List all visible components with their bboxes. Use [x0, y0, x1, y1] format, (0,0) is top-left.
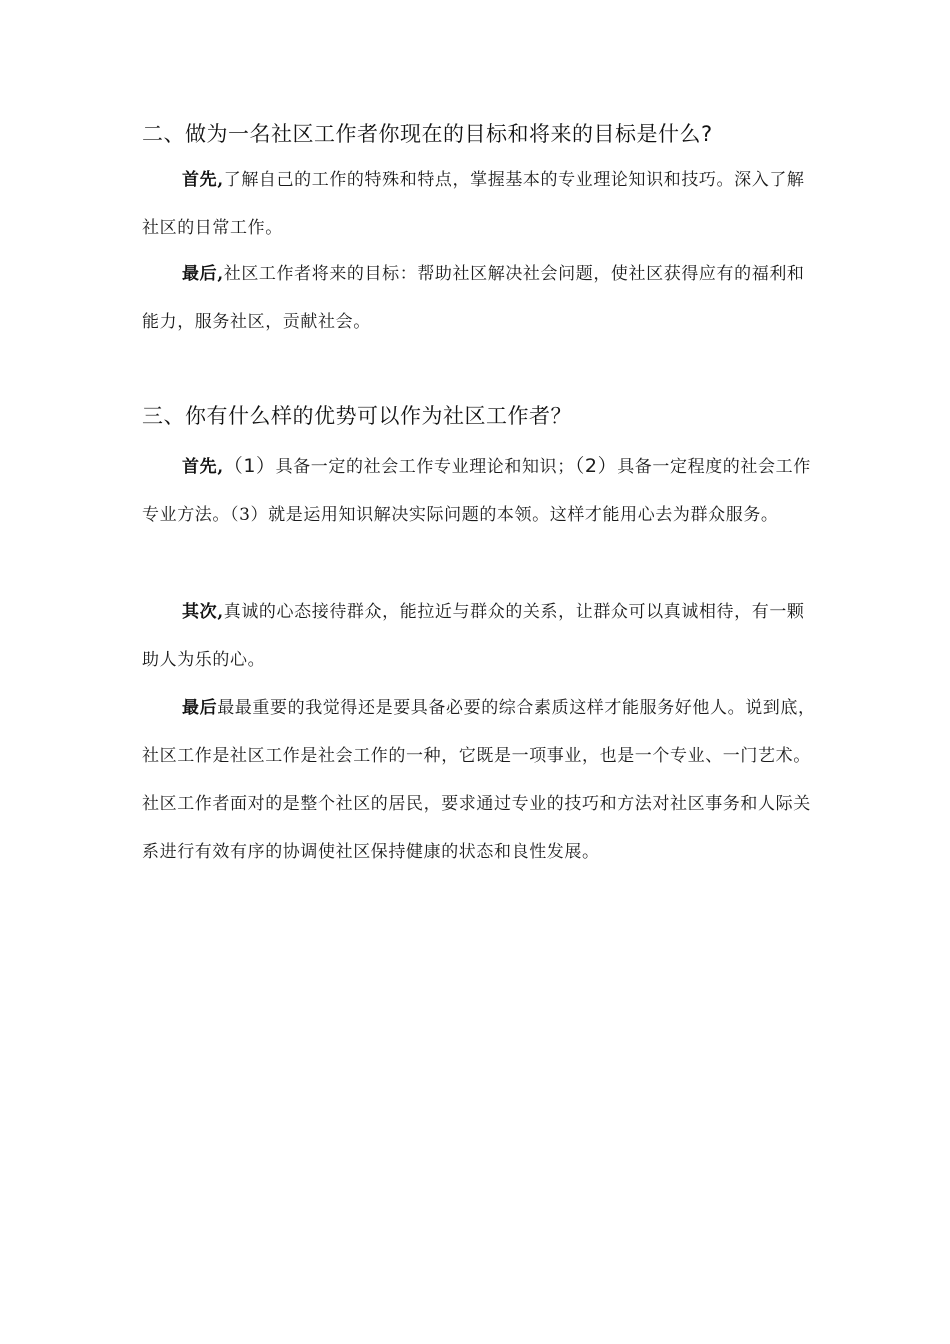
- paragraph-text: 最最重要的我觉得还是要具备必要的综合素质这样才能服务好他人。说到底，社区工作是社区工作是社会工作的一种，它既是一项事业，也是一个专业、一门艺术。社区工作者面对的是整个社区的居民，要求通过专业的技巧和方法对社区事务和人际关系进行有效有序的协调使社区保持健康的状态和良性发展。: [142, 698, 816, 862]
- list-item-2-text: 具备一定程度的社会工作专业方法。（3）就是运用知识解决实际问题的本领。这样才能用心去为群众服务。: [142, 457, 811, 525]
- paragraph-text: 真诚的心态接待群众，能拉近与群众的关系，让群众可以真诚相待，有一颗助人为乐的心。: [142, 602, 805, 670]
- paragraph-text: 了解自己的工作的特殊和特点，掌握基本的专业理论知识和技巧。深入了解社区的日常工作。: [142, 170, 805, 238]
- section-3-paragraph-2: [142, 588, 822, 684]
- paragraph-lead: 最后,: [182, 264, 224, 284]
- section-2-paragraph-2: [142, 250, 822, 346]
- paragraph-lead: 首先,: [182, 457, 224, 477]
- section-3-paragraph-1: [142, 442, 822, 539]
- paragraph-lead: 首先,: [182, 170, 224, 190]
- section-2-heading: 二、做为一名社区工作者你现在的目标和将来的目标是什么?: [142, 122, 713, 146]
- paragraph-text: 社区工作者将来的目标：帮助社区解决社会问题，使社区获得应有的福利和能力，服务社区，贡献社会。: [142, 264, 805, 332]
- list-number-2: （2）: [574, 455, 618, 477]
- section-3-paragraph-3: [142, 684, 822, 876]
- paragraph-lead: 最后: [182, 698, 218, 718]
- section-3-heading: 三、你有什么样的优势可以作为社区工作者？: [142, 404, 572, 428]
- list-number-1: （1）: [223, 455, 276, 477]
- list-item-1-text: 具备一定的社会工作专业理论和知识；: [275, 457, 575, 477]
- paragraph-lead: 其次,: [182, 602, 224, 622]
- section-2-paragraph-1: [142, 156, 822, 252]
